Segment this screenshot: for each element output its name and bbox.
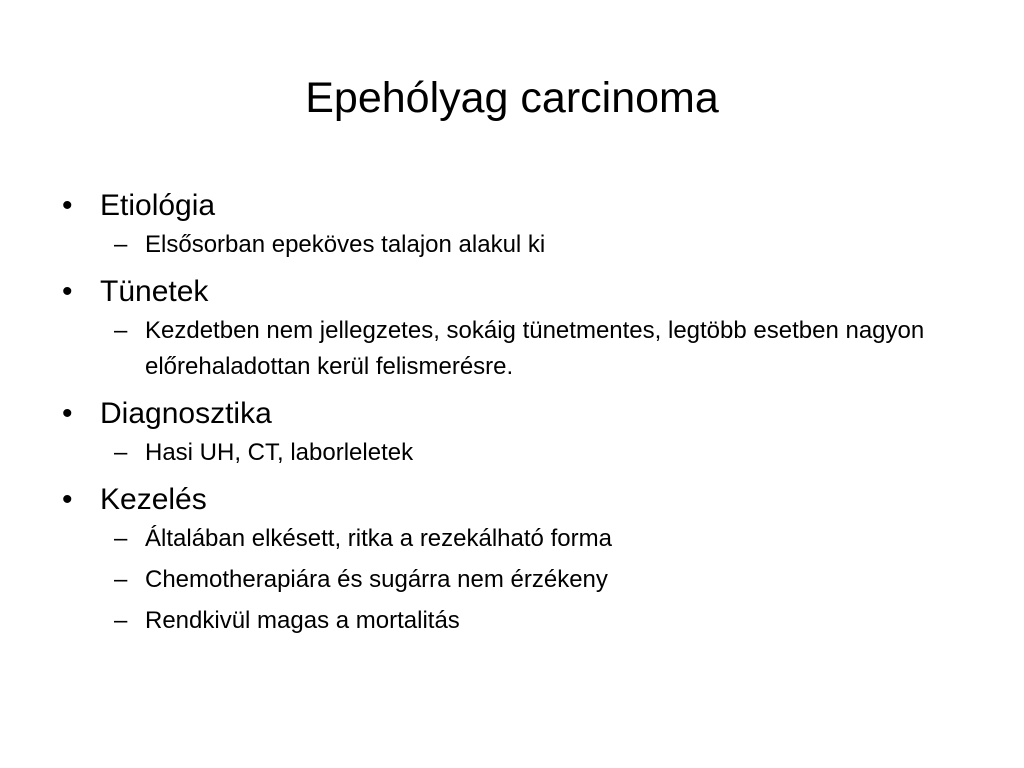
bullet-dot-icon: •	[62, 275, 73, 308]
bullet-label: Kezelés	[100, 483, 207, 516]
dash-icon: –	[114, 231, 128, 258]
sub-item	[100, 603, 960, 639]
sub-item	[100, 521, 960, 557]
sub-item-text: Rendkivül magas a mortalitás	[145, 607, 460, 634]
dash-icon: –	[114, 566, 128, 593]
dash-icon: –	[114, 439, 128, 466]
bullet-label: Diagnosztika	[100, 397, 272, 430]
bullet-item-etiologia	[60, 186, 960, 263]
sub-list	[100, 227, 960, 263]
bullet-item-kezeles	[60, 480, 960, 639]
sub-item-text: Elsősorban epeköves talajon alakul ki	[145, 231, 546, 258]
sub-item	[100, 562, 960, 598]
bullet-dot-icon: •	[62, 483, 73, 516]
bullet-label: Tünetek	[100, 275, 209, 308]
sub-item	[100, 227, 960, 263]
dash-icon: –	[114, 317, 128, 344]
bullet-dot-icon: •	[62, 189, 73, 222]
dash-icon: –	[114, 607, 128, 634]
bullet-label: Etiológia	[100, 189, 216, 222]
sub-item-text: Hasi UH, CT, laborleletek	[145, 439, 414, 466]
sub-list	[100, 521, 960, 639]
bullet-item-diagnosztika	[60, 394, 960, 471]
sub-item	[100, 313, 960, 385]
slide-title: Epehólyag carcinoma	[305, 74, 719, 122]
dash-icon: –	[114, 525, 128, 552]
sub-item	[100, 435, 960, 471]
sub-list	[100, 435, 960, 471]
bullet-item-tunetek	[60, 272, 960, 385]
sub-list	[100, 313, 960, 385]
sub-item-text: Kezdetben nem jellegzetes, sokáig tünetmentes, legtöbb esetben nagyon előrehaladottan kerül felismerésre.	[145, 317, 925, 380]
bullet-dot-icon: •	[62, 397, 73, 430]
bullet-list	[60, 186, 960, 644]
sub-item-text: Általában elkésett, ritka a rezekálható forma	[145, 525, 612, 552]
sub-item-text: Chemotherapiára és sugárra nem érzékeny	[145, 566, 608, 593]
